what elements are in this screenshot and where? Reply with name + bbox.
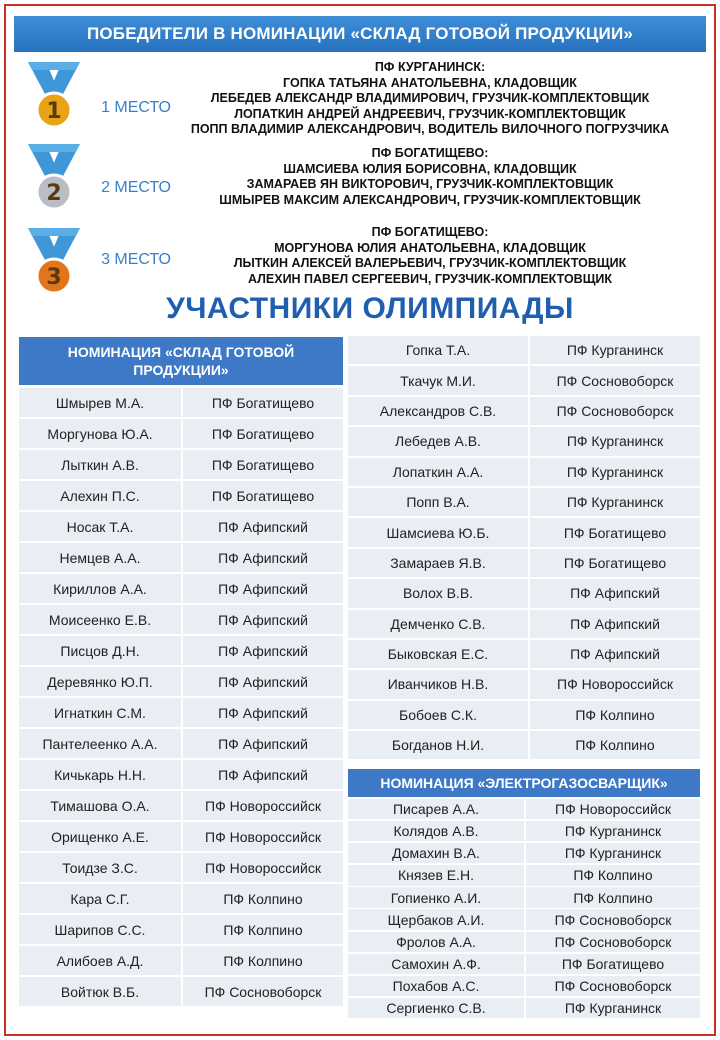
table-row bbox=[19, 946, 343, 975]
winner-line: ЛЕБЕДЕВ АЛЕКСАНДР ВЛАДИМИРОВИЧ, ГРУЗЧИК-КОМПЛЕКТОВЩИК bbox=[210, 91, 650, 105]
winner-line: АЛЕХИН ПАВЕЛ СЕРГЕЕВИЧ, ГРУЗЧИК-КОМПЛЕКТОВЩИК bbox=[247, 271, 613, 286]
participant-name-cell: Шамсиева Ю.Б. bbox=[348, 518, 528, 546]
participant-name-cell: Лыткин А.В. bbox=[19, 450, 181, 479]
participant-branch-cell: ПФ Курганинск bbox=[526, 821, 700, 841]
table-row bbox=[348, 427, 700, 455]
participant-name-cell: Кириллов А.А. bbox=[19, 574, 181, 603]
participant-name-cell: Лебедев А.В. bbox=[348, 427, 528, 455]
participant-branch-cell: ПФ Новороссийск bbox=[183, 822, 343, 851]
participant-branch-cell: ПФ Афипский bbox=[183, 729, 343, 758]
table-row bbox=[19, 822, 343, 851]
medal-gold-icon bbox=[24, 60, 84, 130]
participant-name-cell: Кара С.Г. bbox=[19, 884, 181, 913]
participant-branch-cell: ПФ Сосновоборск bbox=[526, 932, 700, 952]
participant-name-cell: Домахин В.А. bbox=[348, 843, 524, 863]
participant-name-cell: Иванчиков Н.В. bbox=[348, 670, 528, 698]
winner-line: ПФ БОГАТИЩЕВО: bbox=[371, 146, 489, 160]
participant-branch-cell: ПФ Афипский bbox=[183, 698, 343, 727]
participant-name-cell: Войтюк В.Б. bbox=[19, 977, 181, 1006]
participant-name-cell: Шарипов С.С. bbox=[19, 915, 181, 944]
winner-line: ГОПКА ТАТЬЯНА АНАТОЛЬЕВНА, КЛАДОВЩИК bbox=[283, 75, 577, 90]
participant-branch-cell: ПФ Новороссийск bbox=[530, 670, 700, 698]
place-label: 3 МЕСТО bbox=[101, 251, 171, 268]
participant-name-cell: Демченко С.В. bbox=[348, 610, 528, 638]
participant-name-cell: Алибоев А.Д. bbox=[19, 946, 181, 975]
participant-name-cell: Моисеенко Е.В. bbox=[19, 605, 181, 634]
svg-text:2: 2 bbox=[46, 181, 62, 206]
table-row bbox=[348, 799, 700, 819]
participant-name-cell: Тоидзе З.С. bbox=[19, 853, 181, 882]
participant-name-cell: Тимашова О.А. bbox=[19, 791, 181, 820]
participant-branch-cell: ПФ Богатищево bbox=[526, 954, 700, 974]
participant-branch-cell: ПФ Колпино bbox=[183, 946, 343, 975]
participant-branch-cell: ПФ Афипский bbox=[183, 543, 343, 572]
table-row bbox=[19, 419, 343, 448]
participant-branch-cell: ПФ Афипский bbox=[183, 667, 343, 696]
participant-branch-cell: ПФ Курганинск bbox=[526, 998, 700, 1018]
table-row bbox=[348, 366, 700, 394]
participant-name-cell: Писцов Д.Н. bbox=[19, 636, 181, 665]
table-row bbox=[348, 865, 700, 885]
winner-line: ЛЫТКИН АЛЕКСЕЙ ВАЛЕРЬЕВИЧ, ГРУЗЧИК-КОМПЛЕКТОВЩИК bbox=[233, 256, 627, 270]
participant-name-cell: Немцев А.А. bbox=[19, 543, 181, 572]
participant-name-cell: Попп В.А. bbox=[348, 488, 528, 516]
participant-name-cell: Писарев А.А. bbox=[348, 799, 524, 819]
table-row bbox=[19, 884, 343, 913]
winner-line: ЗАМАРАЕВ ЯН ВИКТОРОВИЧ, ГРУЗЧИК-КОМПЛЕКТОВЩИК bbox=[246, 177, 614, 191]
nomination-welder-header: НОМИНАЦИЯ «ЭЛЕКТРОГАЗОСВАРЩИК» bbox=[348, 769, 700, 797]
table-row bbox=[348, 579, 700, 607]
table-row bbox=[19, 636, 343, 665]
participant-name-cell: Носак Т.А. bbox=[19, 512, 181, 541]
participant-name-cell: Деревянко Ю.П. bbox=[19, 667, 181, 696]
warehouse-participants-table-right bbox=[348, 336, 700, 761]
participant-branch-cell: ПФ Новороссийск bbox=[183, 791, 343, 820]
participant-branch-cell: ПФ Афипский bbox=[530, 610, 700, 638]
participant-name-cell: Шмырев М.А. bbox=[19, 388, 181, 417]
participant-branch-cell: ПФ Колпино bbox=[526, 887, 700, 907]
participant-name-cell: Похабов А.С. bbox=[348, 976, 524, 996]
table-row bbox=[348, 887, 700, 907]
medal-bronze-icon bbox=[24, 226, 84, 296]
welder-participants-table bbox=[348, 799, 700, 1020]
table-row bbox=[19, 729, 343, 758]
nomination-warehouse-header: НОМИНАЦИЯ «СКЛАД ГОТОВОЙ ПРОДУКЦИИ» bbox=[19, 337, 343, 385]
table-row bbox=[19, 543, 343, 572]
table-row bbox=[19, 512, 343, 541]
participants-title: УЧАСТНИКИ ОЛИМПИАДЫ bbox=[166, 292, 574, 325]
participant-name-cell: Фролов А.А. bbox=[348, 932, 524, 952]
table-row bbox=[348, 610, 700, 638]
place-label: 2 МЕСТО bbox=[101, 179, 171, 196]
participant-name-cell: Орищенко А.Е. bbox=[19, 822, 181, 851]
participant-name-cell: Моргунова Ю.А. bbox=[19, 419, 181, 448]
participant-branch-cell: ПФ Афипский bbox=[530, 640, 700, 668]
participant-branch-cell: ПФ Курганинск bbox=[530, 336, 700, 364]
winner-line: ПФ КУРГАНИНСК: bbox=[374, 60, 486, 74]
participant-branch-cell: ПФ Курганинск bbox=[530, 458, 700, 486]
participant-name-cell: Быковская Е.С. bbox=[348, 640, 528, 668]
participant-branch-cell: ПФ Богатищево bbox=[183, 419, 343, 448]
participant-branch-cell: ПФ Афипский bbox=[183, 574, 343, 603]
participant-branch-cell: ПФ Богатищево bbox=[183, 450, 343, 479]
participant-branch-cell: ПФ Колпино bbox=[183, 884, 343, 913]
participant-branch-cell: ПФ Курганинск bbox=[526, 843, 700, 863]
table-row bbox=[19, 605, 343, 634]
winners-list bbox=[150, 60, 710, 138]
participant-name-cell: Щербаков А.И. bbox=[348, 909, 524, 929]
participant-branch-cell: ПФ Богатищево bbox=[530, 518, 700, 546]
participant-branch-cell: ПФ Афипский bbox=[530, 579, 700, 607]
winners-list bbox=[150, 225, 710, 287]
participant-branch-cell: ПФ Богатищево bbox=[183, 388, 343, 417]
medal-silver-icon bbox=[24, 142, 84, 212]
table-row bbox=[19, 574, 343, 603]
participant-branch-cell: ПФ Богатищево bbox=[530, 549, 700, 577]
participant-name-cell: Игнаткин С.М. bbox=[19, 698, 181, 727]
participant-branch-cell: ПФ Сосновоборск bbox=[526, 909, 700, 929]
participant-branch-cell: ПФ Афипский bbox=[183, 636, 343, 665]
table-row bbox=[19, 791, 343, 820]
table-row bbox=[19, 915, 343, 944]
participant-branch-cell: ПФ Колпино bbox=[183, 915, 343, 944]
table-row bbox=[19, 450, 343, 479]
participant-branch-cell: ПФ Афипский bbox=[183, 512, 343, 541]
participant-branch-cell: ПФ Новороссийск bbox=[183, 853, 343, 882]
participant-branch-cell: ПФ Колпино bbox=[530, 731, 700, 759]
participant-name-cell: Лопаткин А.А. bbox=[348, 458, 528, 486]
participant-branch-cell: ПФ Сосновоборск bbox=[526, 976, 700, 996]
participant-name-cell: Колядов А.В. bbox=[348, 821, 524, 841]
participant-name-cell: Богданов Н.И. bbox=[348, 731, 528, 759]
table-row bbox=[348, 976, 700, 996]
winner-line: ЛОПАТКИН АНДРЕЙ АНДРЕЕВИЧ, ГРУЗЧИК-КОМПЛЕКТОВЩИК bbox=[234, 106, 626, 121]
participant-name-cell: Пантелеенко А.А. bbox=[19, 729, 181, 758]
participant-branch-cell: ПФ Богатищево bbox=[183, 481, 343, 510]
table-row bbox=[348, 488, 700, 516]
participant-branch-cell: ПФ Афипский bbox=[183, 760, 343, 789]
winner-line: ШМЫРЕВ МАКСИМ АЛЕКСАНДРОВИЧ, ГРУЗЧИК-КОМПЛЕКТОВЩИК bbox=[219, 192, 641, 207]
table-row bbox=[348, 954, 700, 974]
table-row bbox=[348, 998, 700, 1018]
participant-branch-cell: ПФ Сосновоборск bbox=[530, 366, 700, 394]
table-row bbox=[19, 853, 343, 882]
winner-line: ШАМСИЕВА ЮЛИЯ БОРИСОВНА, КЛАДОВЩИК bbox=[283, 161, 577, 176]
table-row bbox=[19, 481, 343, 510]
participant-name-cell: Алехин П.С. bbox=[19, 481, 181, 510]
table-row bbox=[348, 932, 700, 952]
winner-line: ПФ БОГАТИЩЕВО: bbox=[371, 225, 489, 239]
table-row bbox=[19, 760, 343, 789]
participant-name-cell: Замараев Я.В. bbox=[348, 549, 528, 577]
participant-branch-cell: ПФ Сосновоборск bbox=[530, 397, 700, 425]
participant-name-cell: Александров С.В. bbox=[348, 397, 528, 425]
table-row bbox=[348, 843, 700, 863]
participant-branch-cell: ПФ Колпино bbox=[526, 865, 700, 885]
table-row bbox=[348, 701, 700, 729]
winner-line: МОРГУНОВА ЮЛИЯ АНАТОЛЬЕВНА, КЛАДОВЩИК bbox=[274, 240, 586, 255]
table-row bbox=[348, 397, 700, 425]
participant-name-cell: Гопка Т.А. bbox=[348, 336, 528, 364]
participant-branch-cell: ПФ Курганинск bbox=[530, 488, 700, 516]
table-row bbox=[348, 640, 700, 668]
participant-branch-cell: ПФ Сосновоборск bbox=[183, 977, 343, 1006]
participant-branch-cell: ПФ Курганинск bbox=[530, 427, 700, 455]
participant-name-cell: Кичькарь Н.Н. bbox=[19, 760, 181, 789]
place-label: 1 МЕСТО bbox=[101, 99, 171, 116]
participant-name-cell: Бобоев С.К. bbox=[348, 701, 528, 729]
table-row bbox=[348, 909, 700, 929]
participant-name-cell: Сергиенко С.В. bbox=[348, 998, 524, 1018]
participant-name-cell: Ткачук М.И. bbox=[348, 366, 528, 394]
participant-name-cell: Самохин А.Ф. bbox=[348, 954, 524, 974]
participant-name-cell: Гопиенко А.И. bbox=[348, 887, 524, 907]
participant-name-cell: Князев Е.Н. bbox=[348, 865, 524, 885]
table-row bbox=[348, 549, 700, 577]
table-row bbox=[348, 518, 700, 546]
svg-text:3: 3 bbox=[46, 265, 62, 290]
table-row bbox=[19, 698, 343, 727]
table-row bbox=[348, 731, 700, 759]
table-row bbox=[19, 667, 343, 696]
table-row bbox=[19, 977, 343, 1006]
table-row bbox=[348, 458, 700, 486]
participant-branch-cell: ПФ Афипский bbox=[183, 605, 343, 634]
winner-line: ПОПП ВЛАДИМИР АЛЕКСАНДРОВИЧ, ВОДИТЕЛЬ ВИЛОЧНОГО ПОГРУЗЧИКА bbox=[190, 122, 670, 136]
table-row bbox=[348, 670, 700, 698]
participant-branch-cell: ПФ Новороссийск bbox=[526, 799, 700, 819]
table-row bbox=[348, 821, 700, 841]
winners-list bbox=[150, 146, 710, 208]
winners-banner: ПОБЕДИТЕЛИ В НОМИНАЦИИ «СКЛАД ГОТОВОЙ ПРОДУКЦИИ» bbox=[14, 16, 706, 52]
table-row bbox=[348, 336, 700, 364]
table-row bbox=[19, 388, 343, 417]
svg-text:1: 1 bbox=[46, 99, 62, 124]
warehouse-participants-table-left bbox=[19, 388, 343, 1008]
participant-name-cell: Волох В.В. bbox=[348, 579, 528, 607]
participant-branch-cell: ПФ Колпино bbox=[530, 701, 700, 729]
